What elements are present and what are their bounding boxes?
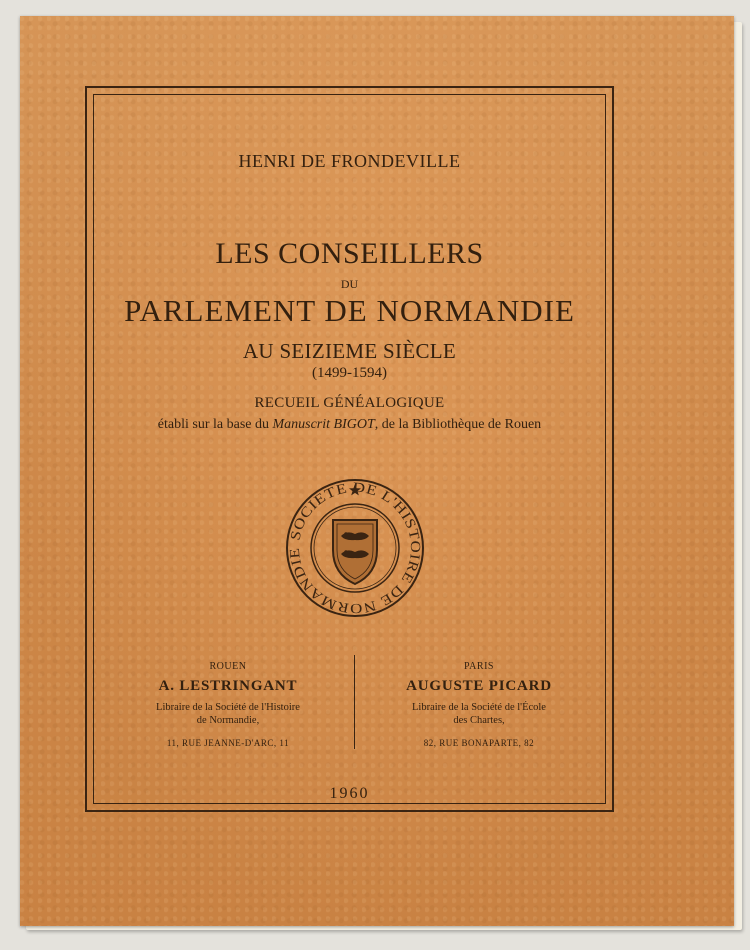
society-seal-icon	[285, 478, 425, 618]
subtitle: RECUEIL GÉNÉALOGIQUE	[254, 395, 445, 411]
publisher-description	[108, 701, 348, 727]
publisher-name: A. LESTRINGANT	[158, 678, 298, 694]
column-divider	[354, 655, 355, 749]
publisher-paris	[359, 661, 599, 748]
title-du: DU	[340, 277, 359, 291]
seal-text: SOCIETE E L'HISTOIRE DE NORMANDIE	[287, 481, 423, 616]
title-line-3: AU SEIZIEME SIÈCLE	[242, 339, 457, 363]
date-range: (1499-1594)	[312, 365, 387, 381]
publisher-rouen	[108, 661, 348, 748]
publisher-address: 82, RUE BONAPARTE, 82	[423, 738, 535, 748]
basis-text: établi sur la base du	[157, 417, 273, 432]
manuscript-name: Manuscrit BIGOT	[272, 417, 375, 432]
author-name: HENRI DE FRONDEVILLE	[238, 151, 461, 171]
book-cover	[20, 16, 734, 926]
publisher-city: PARIS	[464, 661, 494, 672]
publisher-desc-line: des Chartes,	[453, 715, 505, 726]
title-line-2: PARLEMENT DE NORMANDIE	[124, 293, 575, 328]
publisher-desc-line: de Normandie,	[196, 715, 260, 726]
publisher-city: ROUEN	[209, 661, 247, 672]
library-text: , de la Bibliothèque de Rouen	[374, 417, 542, 432]
publisher-description	[359, 701, 599, 727]
publisher-desc-line: Libraire de la Société de l'Histoire	[156, 702, 300, 713]
cover-border-frame	[85, 86, 614, 812]
publisher-desc-line: Libraire de la Société de l'École	[412, 702, 546, 713]
cover-inner-frame	[93, 94, 606, 804]
publisher-address: 11, RUE JEANNE-D'ARC, 11	[166, 738, 290, 748]
basis-line	[94, 417, 605, 433]
title-line-1: LES CONSEILLERS	[215, 237, 484, 270]
publication-year: 1960	[329, 785, 370, 802]
publisher-name: AUGUSTE PICARD	[406, 678, 552, 694]
